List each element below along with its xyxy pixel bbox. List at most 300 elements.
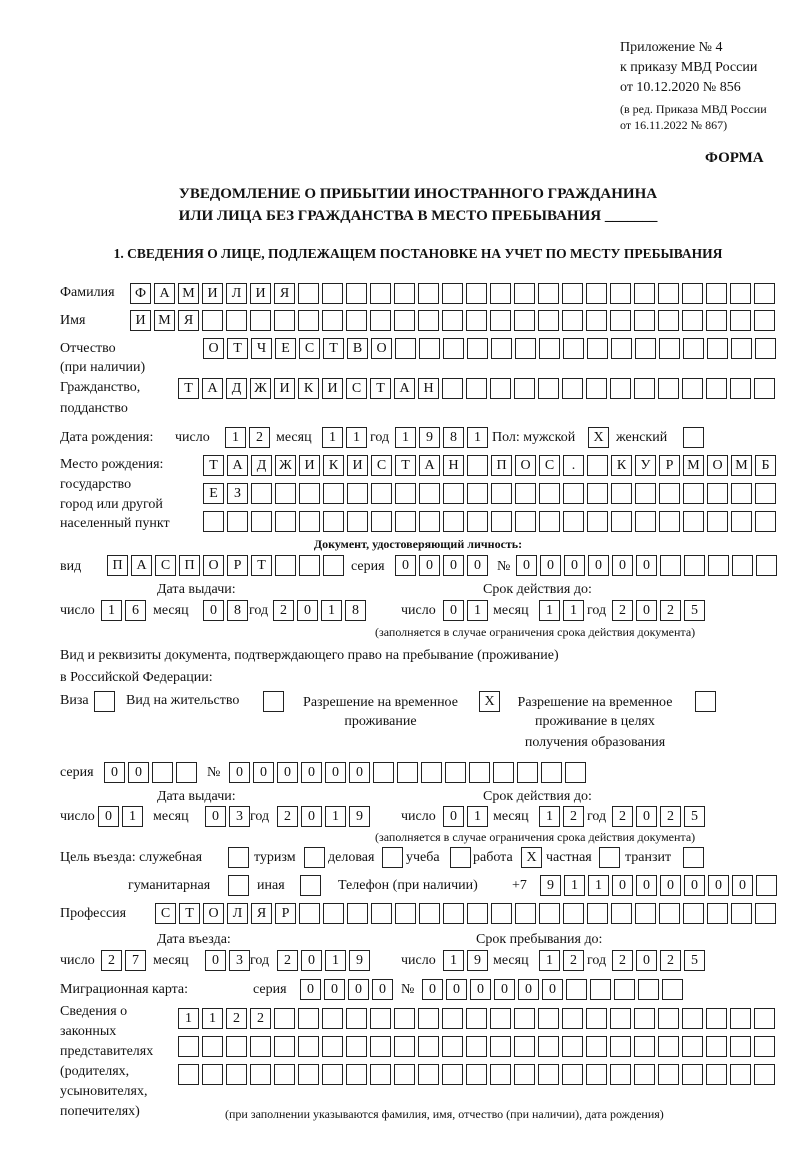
char-box-name[interactable]: М [154,310,175,331]
char-box-patronymic[interactable]: О [371,338,392,359]
char-box-migration-number[interactable]: 0 [422,979,443,1000]
char-box-entry-month[interactable]: 3 [229,950,250,971]
char-box-profession[interactable] [731,903,752,924]
char-box-birth-day[interactable]: 2 [249,427,270,448]
char-box-representatives-1[interactable]: 1 [178,1008,199,1029]
char-box-name[interactable] [250,310,271,331]
char-box-birth-place-2[interactable] [563,483,584,504]
char-box-doc-number[interactable] [756,555,777,576]
char-box-surname[interactable] [346,283,367,304]
char-box-citizenship[interactable] [442,378,463,399]
char-box-res-valid-year[interactable]: 2 [660,806,681,827]
char-box-surname[interactable] [682,283,703,304]
char-box-surname[interactable]: М [178,283,199,304]
char-box-patronymic[interactable] [659,338,680,359]
char-box-res-number[interactable]: 0 [229,762,250,783]
char-box-surname[interactable] [658,283,679,304]
char-box-doc-number[interactable]: 0 [636,555,657,576]
char-box-representatives-2[interactable] [394,1036,415,1057]
checkbox-purpose-private[interactable] [599,847,620,868]
char-box-name[interactable] [658,310,679,331]
char-box-migration-series[interactable]: 0 [348,979,369,1000]
char-box-representatives-1[interactable] [418,1008,439,1029]
char-box-birth-year[interactable]: 8 [443,427,464,448]
char-box-birth-place-3[interactable] [683,511,704,532]
char-box-profession[interactable] [443,903,464,924]
char-box-profession[interactable] [539,903,560,924]
char-box-res-valid-month[interactable]: 1 [539,806,560,827]
char-box-birth-year[interactable]: 1 [467,427,488,448]
char-box-citizenship[interactable] [562,378,583,399]
char-box-birth-place-2[interactable] [347,483,368,504]
char-box-representatives-2[interactable] [226,1036,247,1057]
char-box-migration-number[interactable]: 0 [518,979,539,1000]
char-box-stay-year[interactable]: 2 [660,950,681,971]
char-box-citizenship[interactable]: Т [370,378,391,399]
char-box-res-number[interactable] [541,762,562,783]
char-box-birth-place-2[interactable] [611,483,632,504]
char-box-birth-place-3[interactable] [635,511,656,532]
char-box-entry-year[interactable]: 2 [277,950,298,971]
char-box-name[interactable] [754,310,775,331]
char-box-doc-valid-year[interactable]: 0 [636,600,657,621]
char-box-res-valid-year[interactable]: 5 [684,806,705,827]
char-box-surname[interactable] [370,283,391,304]
char-box-representatives-2[interactable] [490,1036,511,1057]
char-box-birth-place-2[interactable] [275,483,296,504]
char-box-birth-place-2[interactable] [587,483,608,504]
char-box-representatives-2[interactable] [754,1036,775,1057]
char-box-stay-year[interactable]: 2 [612,950,633,971]
char-box-surname[interactable]: А [154,283,175,304]
char-box-profession[interactable] [563,903,584,924]
char-box-birth-place-1[interactable]: А [419,455,440,476]
char-box-doc-issue-year[interactable]: 0 [297,600,318,621]
char-box-citizenship[interactable]: Д [226,378,247,399]
char-box-citizenship[interactable] [514,378,535,399]
char-box-migration-number[interactable] [614,979,635,1000]
char-box-citizenship[interactable]: С [346,378,367,399]
char-box-phone[interactable] [756,875,777,896]
char-box-representatives-1[interactable] [490,1008,511,1029]
char-box-representatives-2[interactable] [370,1036,391,1057]
char-box-surname[interactable]: Л [226,283,247,304]
checkbox-purpose-transit[interactable] [683,847,704,868]
char-box-birth-place-3[interactable] [275,511,296,532]
char-box-doc-series[interactable]: 0 [467,555,488,576]
char-box-doc-issue-day[interactable]: 1 [101,600,122,621]
char-box-doc-kind[interactable]: Р [227,555,248,576]
char-box-birth-place-1[interactable]: Т [203,455,224,476]
char-box-birth-place-2[interactable] [635,483,656,504]
char-box-name[interactable] [346,310,367,331]
char-box-representatives-1[interactable] [514,1008,535,1029]
char-box-representatives-1[interactable] [610,1008,631,1029]
char-box-name[interactable] [226,310,247,331]
char-box-patronymic[interactable]: Т [323,338,344,359]
char-box-representatives-2[interactable] [442,1036,463,1057]
char-box-representatives-1[interactable] [442,1008,463,1029]
char-box-patronymic[interactable] [587,338,608,359]
char-box-name[interactable] [418,310,439,331]
char-box-representatives-3[interactable] [634,1064,655,1085]
char-box-name[interactable] [634,310,655,331]
char-box-birth-place-1[interactable]: Ж [275,455,296,476]
char-box-name[interactable] [562,310,583,331]
char-box-birth-place-2[interactable] [731,483,752,504]
char-box-representatives-3[interactable] [418,1064,439,1085]
char-box-surname[interactable]: И [202,283,223,304]
char-box-birth-place-3[interactable] [227,511,248,532]
char-box-representatives-3[interactable] [538,1064,559,1085]
checkbox-gender-male[interactable]: X [588,427,609,448]
char-box-representatives-3[interactable] [706,1064,727,1085]
char-box-patronymic[interactable] [611,338,632,359]
char-box-doc-valid-year[interactable]: 5 [684,600,705,621]
char-box-res-valid-year[interactable]: 0 [636,806,657,827]
char-box-representatives-3[interactable] [322,1064,343,1085]
char-box-name[interactable] [466,310,487,331]
char-box-representatives-3[interactable] [730,1064,751,1085]
char-box-birth-place-1[interactable]: К [611,455,632,476]
char-box-profession[interactable] [515,903,536,924]
char-box-patronymic[interactable] [707,338,728,359]
char-box-representatives-1[interactable] [466,1008,487,1029]
char-box-res-issue-month[interactable]: 0 [205,806,226,827]
char-box-representatives-1[interactable] [394,1008,415,1029]
char-box-surname[interactable]: Я [274,283,295,304]
char-box-doc-kind[interactable]: О [203,555,224,576]
char-box-birth-place-1[interactable]: И [347,455,368,476]
char-box-stay-month[interactable]: 1 [539,950,560,971]
char-box-patronymic[interactable] [635,338,656,359]
char-box-birth-place-3[interactable] [731,511,752,532]
char-box-surname[interactable] [322,283,343,304]
char-box-surname[interactable]: И [250,283,271,304]
char-box-surname[interactable] [514,283,535,304]
char-box-profession[interactable] [587,903,608,924]
char-box-citizenship[interactable]: И [274,378,295,399]
char-box-res-number[interactable] [445,762,466,783]
char-box-surname[interactable] [442,283,463,304]
char-box-representatives-2[interactable] [274,1036,295,1057]
char-box-representatives-3[interactable] [274,1064,295,1085]
char-box-profession[interactable]: О [203,903,224,924]
char-box-doc-valid-month[interactable]: 1 [563,600,584,621]
char-box-birth-place-1[interactable]: О [515,455,536,476]
char-box-migration-number[interactable] [638,979,659,1000]
char-box-citizenship[interactable]: И [322,378,343,399]
char-box-representatives-3[interactable] [226,1064,247,1085]
char-box-birth-place-3[interactable] [419,511,440,532]
char-box-phone[interactable]: 1 [588,875,609,896]
char-box-surname[interactable] [706,283,727,304]
char-box-name[interactable]: И [130,310,151,331]
char-box-representatives-1[interactable] [682,1008,703,1029]
char-box-doc-issue-month[interactable]: 0 [203,600,224,621]
char-box-stay-day[interactable]: 9 [467,950,488,971]
char-box-birth-place-2[interactable]: Е [203,483,224,504]
char-box-doc-kind[interactable]: П [179,555,200,576]
char-box-migration-number[interactable]: 0 [494,979,515,1000]
char-box-name[interactable] [442,310,463,331]
checkbox-purpose-work[interactable]: X [521,847,542,868]
char-box-surname[interactable] [562,283,583,304]
char-box-representatives-2[interactable] [178,1036,199,1057]
char-box-representatives-3[interactable] [394,1064,415,1085]
char-box-patronymic[interactable] [539,338,560,359]
char-box-profession[interactable] [683,903,704,924]
char-box-doc-issue-day[interactable]: 6 [125,600,146,621]
char-box-surname[interactable] [394,283,415,304]
char-box-citizenship[interactable]: А [394,378,415,399]
char-box-birth-place-1[interactable]: Д [251,455,272,476]
checkbox-gender-female[interactable] [683,427,704,448]
char-box-phone[interactable]: 0 [732,875,753,896]
char-box-res-number[interactable]: 0 [301,762,322,783]
char-box-representatives-3[interactable] [298,1064,319,1085]
char-box-birth-place-2[interactable] [491,483,512,504]
char-box-birth-place-3[interactable] [395,511,416,532]
char-box-representatives-3[interactable] [610,1064,631,1085]
char-box-birth-place-2[interactable] [251,483,272,504]
char-box-representatives-1[interactable] [586,1008,607,1029]
char-box-representatives-1[interactable] [706,1008,727,1029]
char-box-surname[interactable]: Ф [130,283,151,304]
char-box-representatives-2[interactable] [586,1036,607,1057]
char-box-doc-number[interactable]: 0 [612,555,633,576]
char-box-representatives-2[interactable] [250,1036,271,1057]
char-box-doc-number[interactable] [660,555,681,576]
char-box-doc-number[interactable] [708,555,729,576]
char-box-profession[interactable] [323,903,344,924]
char-box-birth-place-3[interactable] [467,511,488,532]
char-box-birth-place-1[interactable] [467,455,488,476]
char-box-birth-place-2[interactable] [755,483,776,504]
char-box-res-number[interactable]: 0 [325,762,346,783]
char-box-birth-place-3[interactable] [755,511,776,532]
char-box-surname[interactable] [538,283,559,304]
char-box-surname[interactable] [634,283,655,304]
char-box-doc-number[interactable] [684,555,705,576]
char-box-representatives-2[interactable] [514,1036,535,1057]
char-box-profession[interactable] [419,903,440,924]
char-box-name[interactable] [202,310,223,331]
char-box-birth-month[interactable]: 1 [322,427,343,448]
char-box-representatives-1[interactable]: 2 [250,1008,271,1029]
char-box-birth-place-3[interactable] [371,511,392,532]
char-box-representatives-3[interactable] [562,1064,583,1085]
char-box-representatives-3[interactable] [754,1064,775,1085]
char-box-representatives-1[interactable] [322,1008,343,1029]
char-box-birth-place-2[interactable] [395,483,416,504]
char-box-patronymic[interactable] [491,338,512,359]
char-box-patronymic[interactable]: В [347,338,368,359]
char-box-stay-year[interactable]: 0 [636,950,657,971]
char-box-name[interactable] [610,310,631,331]
char-box-migration-number[interactable] [566,979,587,1000]
char-box-birth-place-3[interactable] [299,511,320,532]
char-box-representatives-3[interactable] [658,1064,679,1085]
char-box-doc-series[interactable]: 0 [443,555,464,576]
char-box-res-valid-day[interactable]: 0 [443,806,464,827]
char-box-representatives-3[interactable] [466,1064,487,1085]
char-box-res-series[interactable] [152,762,173,783]
char-box-representatives-3[interactable] [370,1064,391,1085]
char-box-patronymic[interactable] [467,338,488,359]
char-box-surname[interactable] [466,283,487,304]
char-box-birth-day[interactable]: 1 [225,427,246,448]
char-box-representatives-3[interactable] [682,1064,703,1085]
char-box-profession[interactable] [467,903,488,924]
char-box-birth-place-2[interactable] [707,483,728,504]
char-box-citizenship[interactable] [754,378,775,399]
char-box-citizenship[interactable] [586,378,607,399]
char-box-surname[interactable] [490,283,511,304]
char-box-birth-month[interactable]: 1 [346,427,367,448]
char-box-profession[interactable] [611,903,632,924]
char-box-doc-number[interactable]: 0 [588,555,609,576]
char-box-patronymic[interactable] [443,338,464,359]
char-box-profession[interactable] [347,903,368,924]
char-box-res-issue-month[interactable]: 3 [229,806,250,827]
char-box-doc-kind[interactable]: П [107,555,128,576]
char-box-name[interactable] [394,310,415,331]
char-box-res-valid-month[interactable]: 2 [563,806,584,827]
checkbox-purpose-service[interactable] [228,847,249,868]
char-box-surname[interactable] [586,283,607,304]
char-box-representatives-3[interactable] [250,1064,271,1085]
char-box-profession[interactable] [659,903,680,924]
char-box-profession[interactable]: Т [179,903,200,924]
char-box-doc-issue-month[interactable]: 8 [227,600,248,621]
char-box-representatives-3[interactable] [514,1064,535,1085]
char-box-doc-kind[interactable]: С [155,555,176,576]
char-box-stay-day[interactable]: 1 [443,950,464,971]
char-box-representatives-2[interactable] [322,1036,343,1057]
char-box-birth-year[interactable]: 1 [395,427,416,448]
char-box-representatives-3[interactable] [586,1064,607,1085]
checkbox-residence-permit[interactable] [263,691,284,712]
char-box-representatives-1[interactable] [730,1008,751,1029]
char-box-migration-series[interactable]: 0 [324,979,345,1000]
char-box-name[interactable] [514,310,535,331]
char-box-entry-day[interactable]: 7 [125,950,146,971]
char-box-citizenship[interactable] [466,378,487,399]
char-box-citizenship[interactable]: К [298,378,319,399]
char-box-profession[interactable] [395,903,416,924]
char-box-profession[interactable]: Р [275,903,296,924]
char-box-birth-place-3[interactable] [515,511,536,532]
char-box-res-issue-day[interactable]: 1 [122,806,143,827]
char-box-res-number[interactable] [469,762,490,783]
char-box-birth-place-3[interactable] [251,511,272,532]
char-box-res-series[interactable]: 0 [104,762,125,783]
char-box-birth-place-2[interactable] [467,483,488,504]
char-box-doc-valid-day[interactable]: 0 [443,600,464,621]
char-box-birth-place-2[interactable] [683,483,704,504]
char-box-migration-number[interactable]: 0 [446,979,467,1000]
checkbox-purpose-other[interactable] [300,875,321,896]
char-box-entry-year[interactable]: 0 [301,950,322,971]
char-box-surname[interactable] [418,283,439,304]
char-box-citizenship[interactable]: Н [418,378,439,399]
checkbox-purpose-study[interactable] [450,847,471,868]
char-box-profession[interactable]: Л [227,903,248,924]
char-box-birth-place-2[interactable] [443,483,464,504]
char-box-profession[interactable] [755,903,776,924]
char-box-profession[interactable] [299,903,320,924]
char-box-citizenship[interactable]: Т [178,378,199,399]
char-box-birth-place-1[interactable]: П [491,455,512,476]
char-box-birth-place-2[interactable] [371,483,392,504]
char-box-citizenship[interactable] [706,378,727,399]
char-box-citizenship[interactable] [538,378,559,399]
char-box-patronymic[interactable]: Ч [251,338,272,359]
char-box-birth-place-2[interactable] [515,483,536,504]
char-box-res-issue-year[interactable]: 1 [325,806,346,827]
char-box-representatives-3[interactable] [178,1064,199,1085]
char-box-res-series[interactable]: 0 [128,762,149,783]
char-box-name[interactable] [322,310,343,331]
char-box-entry-year[interactable]: 1 [325,950,346,971]
char-box-res-valid-year[interactable]: 2 [612,806,633,827]
char-box-birth-place-1[interactable]: Б [755,455,776,476]
char-box-representatives-1[interactable] [346,1008,367,1029]
char-box-representatives-1[interactable]: 1 [202,1008,223,1029]
char-box-representatives-2[interactable] [610,1036,631,1057]
char-box-birth-year[interactable]: 9 [419,427,440,448]
char-box-citizenship[interactable] [610,378,631,399]
char-box-citizenship[interactable]: Ж [250,378,271,399]
char-box-citizenship[interactable] [658,378,679,399]
char-box-name[interactable]: Я [178,310,199,331]
char-box-name[interactable] [274,310,295,331]
char-box-representatives-3[interactable] [442,1064,463,1085]
char-box-res-issue-year[interactable]: 2 [277,806,298,827]
char-box-representatives-2[interactable] [730,1036,751,1057]
char-box-representatives-1[interactable] [274,1008,295,1029]
char-box-res-number[interactable] [517,762,538,783]
char-box-phone[interactable]: 0 [660,875,681,896]
char-box-representatives-3[interactable] [202,1064,223,1085]
char-box-entry-day[interactable]: 2 [101,950,122,971]
char-box-citizenship[interactable] [730,378,751,399]
char-box-patronymic[interactable] [515,338,536,359]
char-box-representatives-1[interactable] [754,1008,775,1029]
char-box-birth-place-1[interactable]: У [635,455,656,476]
char-box-doc-number[interactable]: 0 [540,555,561,576]
char-box-migration-number[interactable]: 0 [470,979,491,1000]
char-box-patronymic[interactable] [683,338,704,359]
char-box-res-issue-year[interactable]: 9 [349,806,370,827]
char-box-name[interactable] [538,310,559,331]
char-box-representatives-2[interactable] [466,1036,487,1057]
char-box-birth-place-2[interactable] [323,483,344,504]
char-box-birth-place-1[interactable]: Р [659,455,680,476]
char-box-profession[interactable] [371,903,392,924]
char-box-birth-place-1[interactable]: М [731,455,752,476]
char-box-representatives-2[interactable] [706,1036,727,1057]
char-box-name[interactable] [586,310,607,331]
char-box-name[interactable] [682,310,703,331]
char-box-representatives-2[interactable] [346,1036,367,1057]
char-box-birth-place-1[interactable]: А [227,455,248,476]
char-box-phone[interactable]: 0 [612,875,633,896]
char-box-birth-place-3[interactable] [443,511,464,532]
char-box-birth-place-3[interactable] [203,511,224,532]
char-box-birth-place-1[interactable]: . [563,455,584,476]
